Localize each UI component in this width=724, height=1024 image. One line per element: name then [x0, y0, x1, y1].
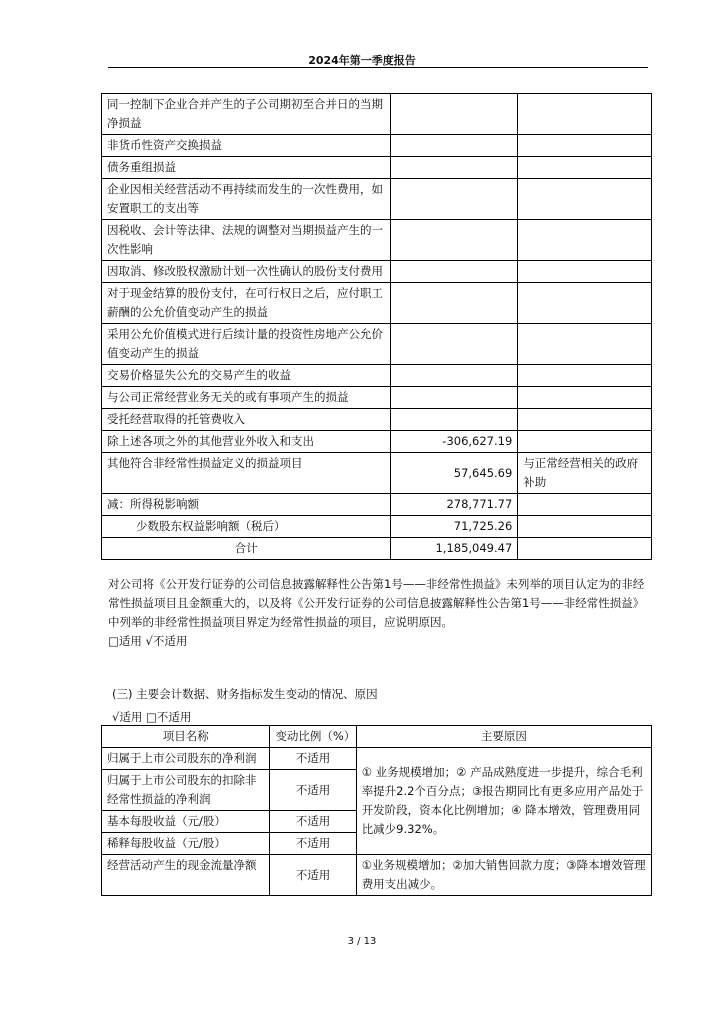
total-amount: 1,185,049.47 [391, 538, 518, 560]
page-number: 3 / 13 [347, 936, 377, 947]
item-amount: 278,771.77 [391, 494, 518, 516]
item-amount [391, 324, 518, 365]
item-note [518, 324, 652, 365]
item-label: 采用公允价值模式进行后续计量的投资性房地产公允价值变动产生的损益 [102, 324, 391, 365]
indicator-name: 经营活动产生的现金流量净额 [102, 855, 270, 896]
note-block [108, 575, 648, 651]
item-note [518, 261, 652, 283]
item-label: 除上述各项之外的其他营业外收入和支出 [102, 431, 391, 453]
indicator-ratio: 不适用 [270, 811, 356, 833]
section-applicability: √适用 □不适用 [112, 710, 192, 724]
indicator-name: 归属于上市公司股东的净利润 [102, 748, 270, 770]
item-note [518, 494, 652, 516]
table-row [102, 324, 652, 365]
indicator-name: 归属于上市公司股东的扣除非经常性损益的净利润 [102, 770, 270, 811]
item-note [518, 135, 652, 157]
table-row [102, 494, 652, 516]
table-row [102, 538, 652, 560]
item-amount [391, 135, 518, 157]
item-label: 债务重组损益 [102, 157, 391, 179]
item-label: 交易价格显失公允的交易产生的收益 [102, 365, 391, 387]
note-paragraph: 对公司将《公开发行证券的公司信息披露解释性公告第1号——非经常性损益》未列举的项目认定为的非经常性损益项目且金额重大的，以及将《公开发行证券的公司信息披露解释性公告第1号——非经常性损益》中列举的非经常性损益项目界定为经常性损益的项目，应说明原因。 [108, 577, 645, 629]
item-note [518, 157, 652, 179]
item-amount [391, 409, 518, 431]
indicator-ratio: 不适用 [270, 855, 356, 896]
header-reason: 主要原因 [356, 726, 651, 748]
indicator-change-table [101, 725, 652, 896]
note-applicability: □适用 √不适用 [108, 634, 188, 648]
table-row [102, 261, 652, 283]
item-note [518, 283, 652, 324]
report-title: 2024年第一季度报告 [308, 54, 416, 67]
indicator-ratio: 不适用 [270, 770, 356, 811]
item-amount: 71,725.26 [391, 516, 518, 538]
header-rule [108, 67, 648, 68]
table-row [102, 453, 652, 494]
indicator-ratio: 不适用 [270, 833, 356, 855]
section-title: (三) 主要会计数据、财务指标发生变动的情况、原因 [112, 687, 378, 701]
table-row [102, 855, 652, 896]
item-amount: 57,645.69 [391, 453, 518, 494]
table-row [102, 135, 652, 157]
table-row [102, 365, 652, 387]
item-label: 少数股东权益影响额（税后） [102, 516, 391, 538]
item-note [518, 538, 652, 560]
header-ratio: 变动比例（%） [270, 726, 356, 748]
item-amount [391, 94, 518, 135]
table-row [102, 220, 652, 261]
item-amount [391, 283, 518, 324]
item-amount [391, 157, 518, 179]
table-row [102, 409, 652, 431]
table-row [102, 516, 652, 538]
item-note [518, 387, 652, 409]
item-label: 同一控制下企业合并产生的子公司期初至合并日的当期净损益 [102, 94, 391, 135]
table-row [102, 283, 652, 324]
merged-reason: ① 业务规模增加；② 产品成熟度进一步提升，综合毛利率提升2.2个百分点；③报告期同比有更多应用产品处于开发阶段，资本化比例增加；④ 降本增效，管理费用同比减少9.32%。 [356, 748, 651, 855]
item-label: 与公司正常经营业务无关的或有事项产生的损益 [102, 387, 391, 409]
item-amount [391, 220, 518, 261]
table-header-row [102, 726, 652, 748]
item-label: 企业因相关经营活动不再持续而发生的一次性费用，如安置职工的支出等 [102, 179, 391, 220]
table-row [102, 179, 652, 220]
item-label: 非货币性资产交换损益 [102, 135, 391, 157]
item-note [518, 431, 652, 453]
item-note [518, 365, 652, 387]
table-row [102, 157, 652, 179]
item-amount [391, 387, 518, 409]
item-label: 受托经营取得的托管费收入 [102, 409, 391, 431]
header-name: 项目名称 [102, 726, 270, 748]
item-label: 因税收、会计等法律、法规的调整对当期损益产生的一次性影响 [102, 220, 391, 261]
non-recurring-items-table [101, 93, 652, 560]
item-note [518, 179, 652, 220]
item-amount [391, 179, 518, 220]
table-row [102, 431, 652, 453]
indicator-name: 稀释每股收益（元/股） [102, 833, 270, 855]
table-row [102, 94, 652, 135]
item-amount [391, 365, 518, 387]
item-note [518, 220, 652, 261]
item-label: 因取消、修改股权激励计划一次性确认的股份支付费用 [102, 261, 391, 283]
item-label: 减：所得税影响额 [102, 494, 391, 516]
indicator-ratio: 不适用 [270, 748, 356, 770]
item-amount: -306,627.19 [391, 431, 518, 453]
table-row [102, 387, 652, 409]
item-note: 与正常经营相关的政府补助 [518, 453, 652, 494]
indicator-name: 基本每股收益（元/股） [102, 811, 270, 833]
item-amount [391, 261, 518, 283]
item-label: 其他符合非经常性损益定义的损益项目 [102, 453, 391, 494]
item-note [518, 516, 652, 538]
indicator-reason: ①业务规模增加；②加大销售回款力度；③降本增效管理费用支出减少。 [356, 855, 651, 896]
item-note [518, 94, 652, 135]
item-note [518, 409, 652, 431]
total-label: 合计 [102, 538, 391, 560]
table-row [102, 748, 652, 770]
item-label: 对于现金结算的股份支付，在可行权日之后，应付职工薪酬的公允价值变动产生的损益 [102, 283, 391, 324]
